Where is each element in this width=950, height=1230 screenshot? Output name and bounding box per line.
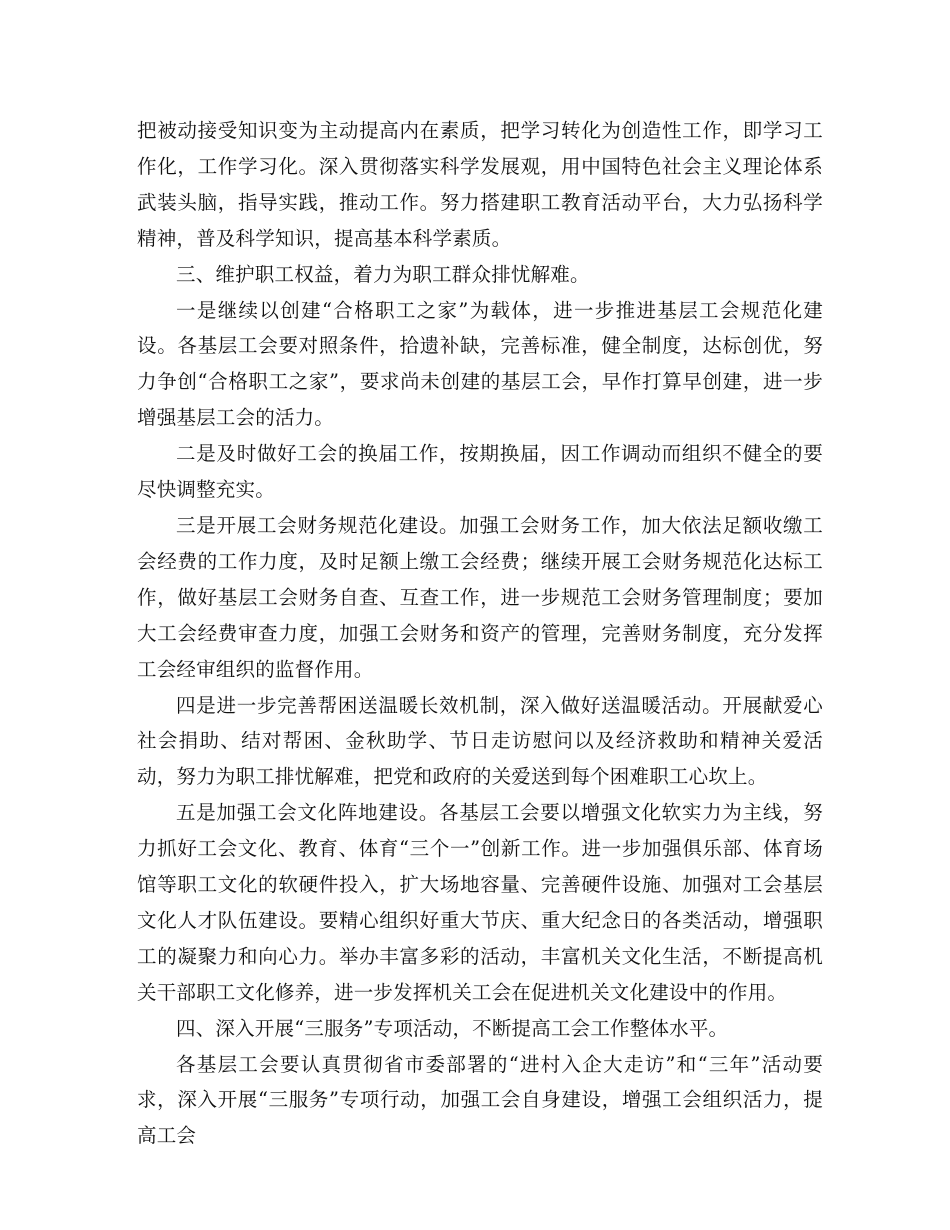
paragraph-item-four: 四是进一步完善帮困送温暖长效机制，深入做好送温暖活动。开展献爱心社会捐助、结对帮困、金秋助学、节日走访慰问以及经济救助和精神关爱活动，努力为职工排忧解难，把党和政府的关爱送到每个困难职工心坎上。: [137, 693, 823, 789]
paragraph-item-two: 二是及时做好工会的换届工作，按期换届，因工作调动而组织不健全的要尽快调整充实。: [137, 442, 823, 502]
paragraph-item-three: 三是开展工会财务规范化建设。加强工会财务工作，加大依法足额收缴工会经费的工作力度，及时足额上缴工会经费；继续开展工会财务规范化达标工作，做好基层工会财务自查、互查工作，进一步规范工会财务管理制度；要加大工会经费审查力度，加强工会财务和资产的管理，完善财务制度，充分发挥工会经审组织的监督作用。: [137, 513, 823, 681]
heading-section-three: 三、维护职工权益，着力为职工群众排忧解难。: [176, 262, 590, 286]
paragraph-item-five: 五是加强工会文化阵地建设。各基层工会要以增强文化软实力为主线，努力抓好工会文化、教育、体育“三个一”创新工作。进一步加强俱乐部、体育场馆等职工文化的软硬件投入，扩大场地容量、完善硬件设施、加强对工会基层文化人才队伍建设。要精心组织好重大节庆、重大纪念日的各类活动，增强职工的凝聚力和向心力。举办丰富多彩的活动，丰富机关文化生活，不断提高机关干部职工文化修养，进一步发挥机关工会在促进机关文化建设中的作用。: [137, 801, 823, 1004]
paragraph-item-one: 一是继续以创建“合格职工之家”为载体，进一步推进基层工会规范化建设。各基层工会要对照条件，拾遗补缺，完善标准，健全制度，达标创优，努力争创“合格职工之家”，要求尚未创建的基层工会，早作打算早创建，进一步增强基层工会的活力。: [137, 298, 823, 430]
paragraph-section-four-body: 各基层工会要认真贯彻省市委部署的“进村入企大走访”和“三年”活动要求，深入开展“三服务”专项行动，加强工会自身建设，增强工会组织活力，提高工会: [137, 1052, 823, 1148]
paragraph-study-transformation: 把被动接受知识变为主动提高内在素质，把学习转化为创造性工作，即学习工作化，工作学习化。深入贯彻落实科学发展观，用中国特色社会主义理论体系武装头脑，指导实践，推动工作。努力搭建职工教育活动平台，大力弘扬科学精神，普及科学知识，提高基本科学素质。: [137, 119, 823, 250]
heading-section-four: 四、深入开展“三服务”专项活动，不断提高工会工作整体水平。: [176, 1016, 729, 1040]
document-body: [137, 113, 823, 1154]
